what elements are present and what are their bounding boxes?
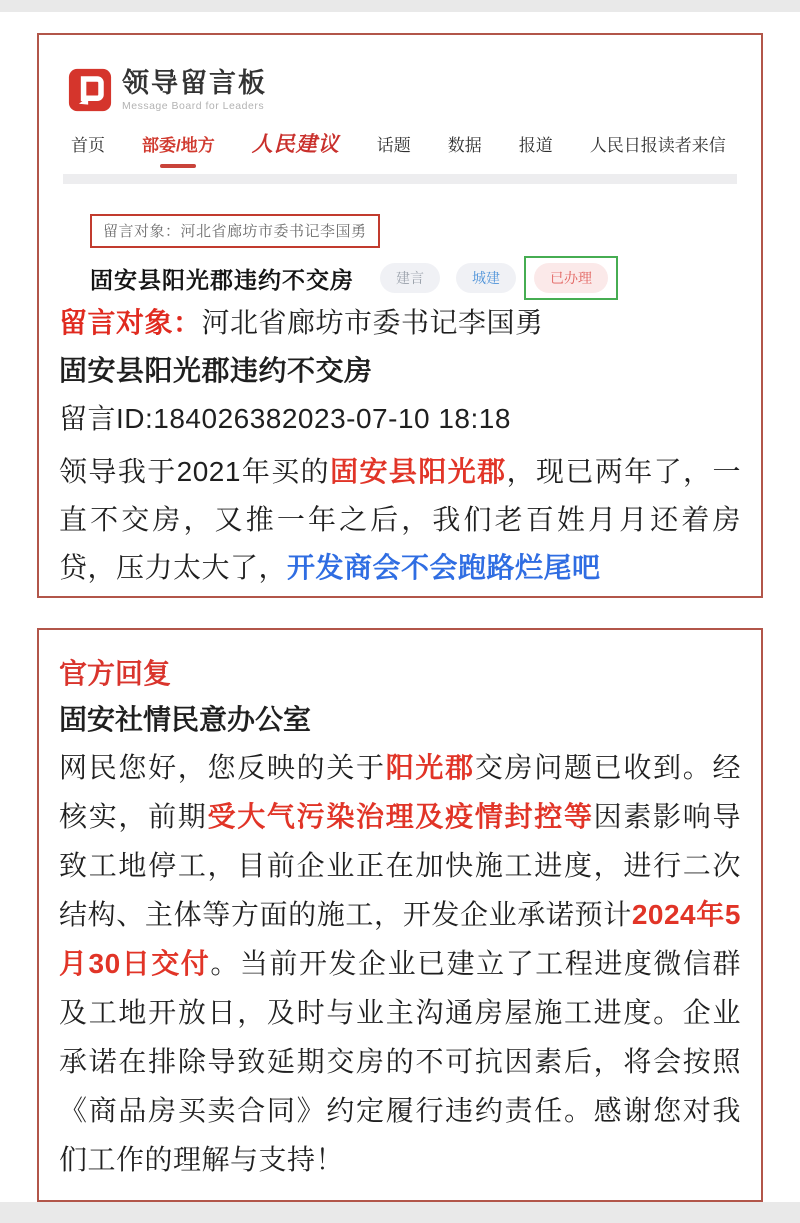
message-seg-2: ，现已两年了，一直不交房，又推一年之后，我们老百姓月月还着房贷，压力太大了， (59, 456, 741, 583)
message-card (37, 33, 763, 598)
nav-data[interactable]: 数据 (447, 135, 482, 155)
message-target-value: 河北省廊坊市委书记李国勇 (201, 307, 544, 338)
embedded-screenshot-topbar (63, 174, 737, 184)
message-id-line: 留言ID:184026382023-07-10 18:18 (59, 403, 511, 434)
reply-office: 固安社情民意办公室 (59, 704, 312, 735)
message-target-line (59, 299, 741, 347)
message-seg-question: 开发商会不会跑路烂尾吧 (287, 552, 601, 583)
reply-seg-0: 网民您好，您反映的关于 (59, 752, 386, 783)
annotation-status-box (524, 256, 618, 300)
message-paragraph (59, 448, 741, 592)
site-subtitle: Message Board for Leaders (122, 99, 265, 112)
nav-home[interactable]: 首页 (71, 135, 105, 155)
message-title: 固安县阳光郡违约不交房 (59, 355, 373, 386)
reply-seg-2: 交房问题已收到。经核实，前期 (59, 752, 741, 832)
snippet-title-row (90, 257, 741, 299)
nav-ministries-local-label: 部委/地方 (142, 135, 215, 155)
site-title: 领导留言板 (122, 67, 267, 98)
nav-reports[interactable]: 报道 (518, 135, 553, 155)
reply-body (59, 743, 741, 1184)
nav-people-suggestions[interactable]: 人民建议 (251, 132, 340, 156)
message-body (59, 299, 741, 592)
reply-seg-causes: 受大气污染治理及疫情封控等 (207, 801, 594, 832)
message-seg-0: 领导我于2021年买的 (59, 456, 331, 487)
reply-header: 官方回复 (59, 658, 172, 689)
nav-ministries-local[interactable] (142, 131, 215, 156)
nav-topics[interactable]: 话题 (376, 135, 411, 155)
bottom-gray-strip (0, 1202, 800, 1223)
status-badge-done: 已办理 (534, 263, 608, 293)
tag-suggestion[interactable]: 建言 (380, 263, 440, 293)
site-logo-icon (68, 68, 112, 112)
nav-reader-letters[interactable]: 人民日报读者来信 (589, 135, 726, 155)
main-nav (71, 128, 741, 158)
site-logo[interactable] (68, 68, 741, 112)
reply-seg-6: 。当前开发企业已建立了工程进度微信群及工地开放日，及时与业主沟通房屋施工进度。企业承诺在排除导致延期交房的不可抗因素后，将会按照《商品房买卖合同》约定履行违约责任。感谢您对我们工作的理解与支持！ (59, 948, 741, 1175)
tag-urban-construction[interactable]: 城建 (456, 263, 516, 293)
message-seg-project: 固安县阳光郡 (330, 456, 507, 487)
top-gray-strip (0, 0, 800, 12)
snippet-title: 固安县阳光郡违约不交房 (90, 266, 354, 293)
message-target-label: 留言对象： (59, 307, 202, 338)
reply-card (37, 628, 763, 1202)
reply-seg-4: 因素影响导致工地停工，目前企业正在加快施工进度，进行二次结构、主体等方面的施工，开发企业承诺预计 (59, 801, 741, 930)
reply-seg-project: 阳光郡 (385, 752, 475, 783)
reply-seg-deadline: 2024年5月30日交付 (59, 899, 741, 979)
annotation-target-box: 留言对象：河北省廊坊市委书记李国勇 (90, 214, 380, 248)
nav-active-underline (160, 164, 196, 168)
